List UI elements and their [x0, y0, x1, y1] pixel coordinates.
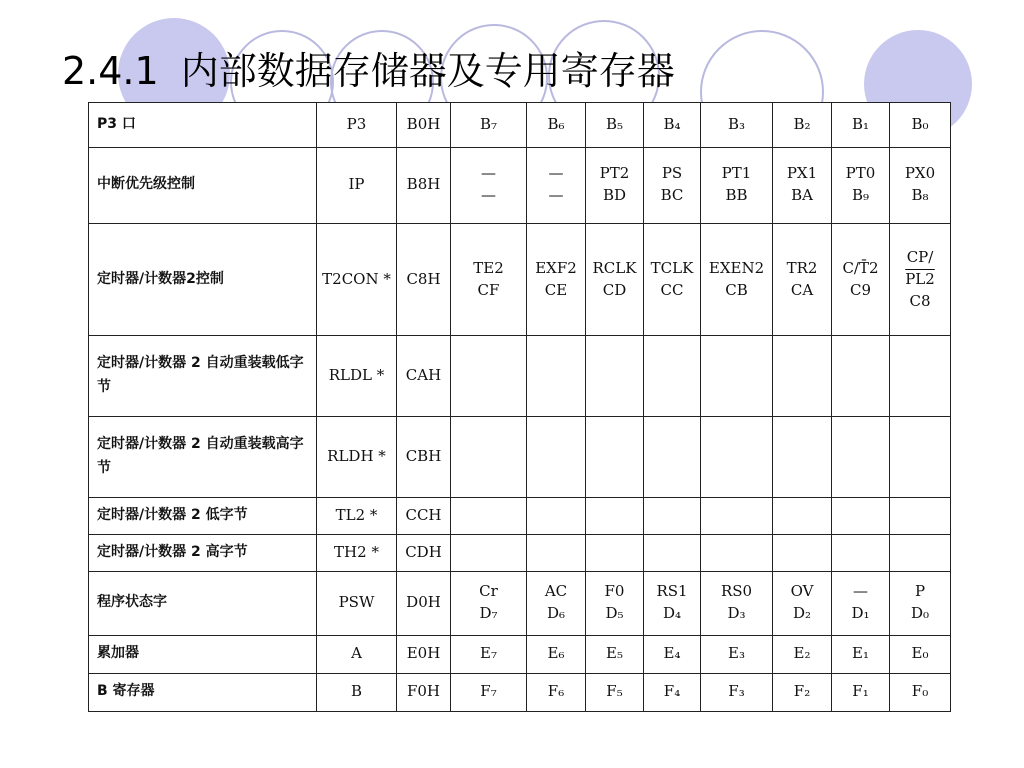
- bit-label: CE: [544, 280, 568, 299]
- bit-cell: [527, 635, 586, 673]
- bit-label: P: [914, 582, 926, 601]
- bit-cell: [451, 497, 527, 534]
- bit-label: E₃: [728, 644, 745, 663]
- bit-cell: [773, 571, 832, 635]
- bit-cell: [773, 417, 832, 498]
- bit-label: CF: [477, 280, 500, 299]
- bit-cell: [701, 635, 773, 673]
- bit-cell: [527, 534, 586, 571]
- bit-label: B₀: [911, 114, 929, 133]
- table-row: [89, 497, 951, 534]
- register-address: F0H: [397, 673, 451, 711]
- register-address: B0H: [397, 103, 451, 148]
- bit-cell: [701, 336, 773, 417]
- bit-cell: [890, 147, 951, 223]
- register-address: E0H: [397, 635, 451, 673]
- bit-cell: [832, 417, 890, 498]
- bit-cell: [451, 673, 527, 711]
- register-symbol: RLDH *: [317, 417, 397, 498]
- bit-label: F₂: [793, 682, 811, 701]
- bit-cell: [586, 497, 644, 534]
- bit-cell: [773, 223, 832, 335]
- bit-cell: [527, 571, 586, 635]
- bit-cell: [832, 571, 890, 635]
- bit-cell: [451, 534, 527, 571]
- bit-label: B₇: [479, 114, 498, 133]
- bit-label: PT1: [721, 164, 752, 183]
- register-symbol: P3: [317, 103, 397, 148]
- bit-cell: [527, 223, 586, 335]
- table-row: [89, 673, 951, 711]
- register-name: P3 口: [89, 103, 317, 148]
- bit-label: E₂: [793, 644, 811, 663]
- bit-cell: [586, 534, 644, 571]
- bit-cell: [644, 673, 701, 711]
- sfr-table-container: [88, 102, 950, 712]
- bit-cell: [644, 635, 701, 673]
- bit-label: F0: [604, 582, 625, 601]
- bit-cell: [773, 673, 832, 711]
- bit-cell: [527, 103, 586, 148]
- bit-label: D₃: [727, 604, 746, 623]
- bit-label: B₂: [793, 114, 811, 133]
- bit-cell: [890, 635, 951, 673]
- register-name: 定时器/计数器 2 高字节: [89, 534, 317, 571]
- bit-cell: [701, 497, 773, 534]
- register-symbol: T2CON *: [317, 223, 397, 335]
- bit-cell: [586, 571, 644, 635]
- table-row: [89, 635, 951, 673]
- bit-cell: [644, 223, 701, 335]
- register-address: CBH: [397, 417, 451, 498]
- bit-label: D₁: [851, 604, 870, 623]
- bit-label: TCLK: [650, 258, 694, 277]
- bit-label: RS1: [656, 582, 688, 601]
- bit-label: D₄: [662, 604, 682, 623]
- bit-label: E₀: [911, 644, 929, 663]
- bit-cell: [890, 417, 951, 498]
- bit-label: RCLK: [592, 258, 637, 277]
- bit-label: AC: [544, 582, 568, 601]
- bit-label: TR2: [786, 258, 818, 277]
- bit-label: PS: [661, 164, 683, 183]
- bit-cell: [701, 103, 773, 148]
- title-text: 内部数据存储器及专用寄存器: [180, 49, 675, 93]
- bit-cell: [586, 417, 644, 498]
- bit-cell: [586, 635, 644, 673]
- bit-cell: [832, 635, 890, 673]
- bit-cell: [451, 417, 527, 498]
- bit-cell: [644, 417, 701, 498]
- bit-cell: [586, 147, 644, 223]
- bit-label: E₄: [663, 644, 681, 663]
- bit-label: E₁: [852, 644, 869, 663]
- register-symbol: TH2 *: [317, 534, 397, 571]
- bit-cell: [586, 336, 644, 417]
- bit-label: CA: [790, 280, 814, 299]
- bit-label: D₂: [792, 604, 812, 623]
- bit-cell: [832, 497, 890, 534]
- bit-label: E₅: [606, 644, 623, 663]
- table-row: [89, 103, 951, 148]
- bit-label: B₁: [851, 114, 870, 133]
- register-symbol: IP: [317, 147, 397, 223]
- bit-label: —: [548, 164, 564, 183]
- bit-label: BD: [602, 186, 627, 205]
- register-address: CCH: [397, 497, 451, 534]
- bit-cell: [890, 103, 951, 148]
- bit-cell: [451, 103, 527, 148]
- bit-cell: [890, 534, 951, 571]
- bit-label: F₀: [911, 682, 929, 701]
- bit-label: EXEN2: [708, 258, 765, 277]
- bit-cell: [832, 147, 890, 223]
- bit-label: D₅: [605, 604, 624, 623]
- bit-label: F₆: [547, 682, 565, 701]
- bit-cell: [701, 147, 773, 223]
- bit-cell: [527, 336, 586, 417]
- bit-cell: [832, 534, 890, 571]
- register-address: C8H: [397, 223, 451, 335]
- register-symbol: B: [317, 673, 397, 711]
- bit-cell: [451, 336, 527, 417]
- bit-cell: [890, 336, 951, 417]
- bit-cell: [527, 417, 586, 498]
- bit-label: CB: [725, 280, 748, 299]
- register-name: 中断优先级控制: [89, 147, 317, 223]
- bit-label: BB: [725, 186, 748, 205]
- bit-cell: [644, 571, 701, 635]
- table-row: [89, 534, 951, 571]
- bit-cell: [773, 635, 832, 673]
- bit-label: CD: [602, 280, 627, 299]
- register-address: CAH: [397, 336, 451, 417]
- bit-cell: [890, 571, 951, 635]
- bit-cell: [451, 223, 527, 335]
- register-address: B8H: [397, 147, 451, 223]
- register-symbol: TL2 *: [317, 497, 397, 534]
- slide-title: [62, 40, 675, 95]
- bit-cell: [644, 103, 701, 148]
- bit-label: PX0: [904, 164, 936, 183]
- bit-label: B₆: [547, 114, 565, 133]
- table-row: [89, 336, 951, 417]
- bit-label: E₆: [547, 644, 565, 663]
- bit-cell: [773, 336, 832, 417]
- bit-label: B₄: [663, 114, 681, 133]
- bit-label: —: [548, 186, 564, 205]
- register-name: 定时器/计数器 2 自动重装载低字节: [89, 336, 317, 417]
- bit-cell: [890, 223, 951, 335]
- bit-cell: [773, 534, 832, 571]
- bit-label: BA: [791, 186, 813, 205]
- register-name: B 寄存器: [89, 673, 317, 711]
- bit-cell: [644, 534, 701, 571]
- bit-label: PX1: [786, 164, 818, 183]
- bit-label: B₈: [911, 186, 929, 205]
- bit-label: —: [853, 582, 868, 601]
- register-name: 定时器/计数器 2 低字节: [89, 497, 317, 534]
- bit-cell: [832, 336, 890, 417]
- register-name: 定时器/计数器 2 自动重装载高字节: [89, 417, 317, 498]
- bit-label: E₇: [480, 644, 497, 663]
- bit-cell: [451, 635, 527, 673]
- bit-label: Cr: [479, 582, 498, 601]
- bit-label: D₆: [546, 604, 566, 623]
- bit-label: TE2: [473, 258, 504, 277]
- bit-cell: [701, 417, 773, 498]
- bit-label: —: [481, 164, 496, 183]
- bit-label: F₇: [480, 682, 497, 701]
- table-row: [89, 571, 951, 635]
- register-symbol: RLDL *: [317, 336, 397, 417]
- bit-cell: [773, 147, 832, 223]
- register-name: 定时器/计数器2控制: [89, 223, 317, 335]
- bit-label: D₀: [910, 604, 930, 623]
- bit-cell: [644, 147, 701, 223]
- bit-cell: [773, 103, 832, 148]
- bit-cell: [832, 103, 890, 148]
- bit-label: EXF2: [535, 258, 577, 277]
- title-number: 2.4.1: [62, 49, 159, 93]
- bit-cell: [451, 571, 527, 635]
- bit-cell: [644, 497, 701, 534]
- register-symbol: PSW: [317, 571, 397, 635]
- register-symbol: A: [317, 635, 397, 673]
- bit-label: PT0: [845, 164, 876, 183]
- bit-label: —: [481, 186, 496, 205]
- bit-label: C/T̄2: [842, 258, 879, 277]
- bit-label: CP/: [906, 248, 934, 267]
- bit-cell: [527, 147, 586, 223]
- register-address: CDH: [397, 534, 451, 571]
- sfr-table: [88, 102, 951, 712]
- bit-label: B₉: [851, 186, 870, 205]
- table-row: [89, 223, 951, 335]
- bit-cell: [701, 571, 773, 635]
- bit-label: D₇: [479, 604, 498, 623]
- table-row: [89, 147, 951, 223]
- bit-label: F₄: [663, 682, 681, 701]
- bit-cell: [832, 673, 890, 711]
- bit-cell: [890, 497, 951, 534]
- bit-cell: [701, 534, 773, 571]
- register-name: 累加器: [89, 635, 317, 673]
- bit-label: F₁: [852, 682, 869, 701]
- bit-cell: [890, 673, 951, 711]
- bit-label: CC: [660, 280, 684, 299]
- bit-cell: [451, 147, 527, 223]
- bit-cell: [644, 336, 701, 417]
- bit-cell: [586, 673, 644, 711]
- bit-label: PT2: [599, 164, 630, 183]
- bit-label: F₃: [728, 682, 745, 701]
- bit-cell: [586, 223, 644, 335]
- bit-label: OV: [790, 582, 814, 601]
- bit-label: C8: [909, 291, 931, 310]
- table-row: [89, 417, 951, 498]
- register-name: 程序状态字: [89, 571, 317, 635]
- bit-label: PL2: [905, 269, 935, 288]
- bit-label: B₅: [605, 114, 624, 133]
- bit-label: B₃: [727, 114, 746, 133]
- bit-cell: [527, 497, 586, 534]
- bit-cell: [832, 223, 890, 335]
- bit-label: C9: [849, 280, 872, 299]
- bit-label: BC: [660, 186, 684, 205]
- bit-cell: [701, 223, 773, 335]
- bit-cell: [586, 103, 644, 148]
- bit-label: F₅: [606, 682, 623, 701]
- bit-cell: [773, 497, 832, 534]
- bit-label: RS0: [720, 582, 753, 601]
- register-address: D0H: [397, 571, 451, 635]
- bit-cell: [701, 673, 773, 711]
- bit-cell: [527, 673, 586, 711]
